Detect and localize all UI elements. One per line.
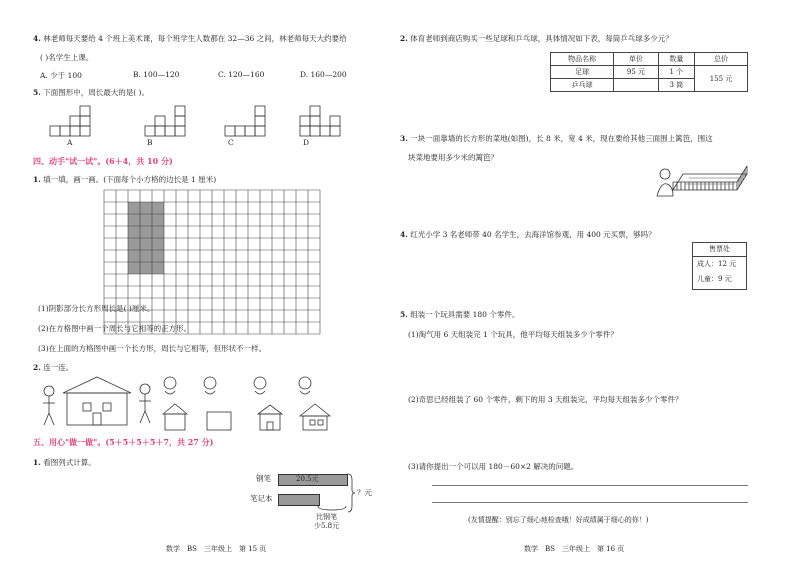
shape-label-d: D (303, 138, 310, 147)
left-q2-number: 2. (33, 363, 41, 372)
table-cell: 95 元 (614, 66, 658, 79)
right-q5-number: 5. (400, 310, 408, 319)
left-q1b-text: 看图列式计算。 (43, 458, 96, 467)
right-q3-line1 (400, 133, 713, 144)
section-4-title: 四、动手"试一试"。(6＋4，共 10 分) (33, 156, 173, 166)
left-q4-option-b: B. 100—120 (133, 70, 180, 79)
diff-note1: 比钢笔 (316, 513, 337, 521)
right-q3-text1: 一块一面靠墙的长方形的菜地(如图)，长 8 米，宽 4 米，现在要给其他三面围上篱笆，围这 (410, 134, 713, 143)
grid-sub3: (3)在上面的方格图中画一个长方形，周长与它相等，但形状不一样。 (38, 344, 267, 353)
left-q2-text: 连一连。 (43, 363, 74, 372)
right-q2-text: 体育老师到商店购买一些足球和乒乓球，具体情况如下表，每筒乒乓球多少元？ (410, 34, 673, 43)
ticket-child: 儿童：9 元 (697, 275, 732, 283)
perimeter-shapes (50, 108, 370, 146)
table-cell: 1 个 (658, 66, 694, 79)
table-header: 物品名称 (551, 53, 614, 66)
left-q4-option-c: C. 120—160 (218, 70, 265, 79)
left-q1-number: 1. (33, 175, 41, 184)
reminder-text: (友情提醒：别忘了细心地检查哦！好成绩属于细心的你！) (468, 516, 649, 524)
shape-label-b: B (147, 138, 153, 147)
right-q5-sub2: (2)奇思已经组装了 60 个零件，剩下的用 3 天组装完，平均每天组装多少个零件？ (408, 395, 683, 404)
right-q5-sub1: (1)淘气用 6 天组装完 1 个玩具，他平均每天组装多少个零件？ (408, 330, 618, 339)
diff-note2: 少5.8元 (314, 522, 340, 530)
left-q4-option-d: D. 160—200 (300, 70, 347, 79)
grid-sub1: (1)阴影部分长方形周长是( )厘米。 (38, 304, 155, 313)
left-q1b-line (33, 457, 96, 468)
grid-sub2: (2)在方格图中画一个周长与它相等的正方形。 (38, 324, 192, 333)
right-q4-line (400, 229, 656, 240)
left-q4-text2: ( )名学生上课。 (40, 53, 94, 62)
left-q5-text: 下面图形中，周长最大的是( )。 (43, 88, 149, 97)
answer-line[interactable] (432, 485, 748, 486)
left-q2-line (33, 362, 73, 373)
table-header: 总价 (695, 53, 748, 66)
shape-label-a: A (67, 138, 73, 147)
right-q2-number: 2. (400, 34, 408, 43)
right-q5-text: 组装一个玩具需要 180 个零件。 (410, 310, 520, 319)
table-cell: 乒乓球 (551, 79, 614, 92)
left-q4-option-a: A. 少于 100 (40, 71, 82, 80)
table-cell: 3 筒 (658, 79, 694, 92)
right-q4-number: 4. (400, 230, 408, 239)
total-label: ？元 (357, 488, 372, 497)
fence-illustration (655, 160, 750, 205)
house-views (160, 402, 350, 434)
left-q5-number: 5. (33, 88, 41, 97)
left-q1-line (33, 174, 216, 185)
right-q4-text: 红光小学 3 名老师带 40 名学生，去海洋馆参观，用 400 元买票，够吗？ (410, 230, 656, 239)
pen-label: 钢笔 (256, 474, 271, 483)
left-q1-text: 填一填，画一画。(下面每个小方格的边长是 1 厘米) (43, 175, 217, 184)
ticket-adult: 成人：12 元 (697, 260, 737, 268)
answer-line[interactable] (432, 502, 748, 503)
ticket-title: 售票处 (693, 243, 746, 257)
table-cell (614, 79, 658, 92)
right-q3-number: 3. (400, 134, 408, 143)
pen-value: 20.5元 (296, 475, 319, 483)
table-header: 数量 (658, 53, 694, 66)
section-5-title: 五、用心"做一做"。(5＋5＋5＋5＋7，共 27 分) (33, 437, 214, 447)
left-q1b-number: 1. (33, 458, 41, 467)
right-footer: 数学 BS 三年级上 第 16 页 (524, 545, 625, 553)
left-q4-text1: 林老师每天要给 4 个班上美术课，每个班学生人数都在 32—36 之间，林老师每天大约要给 (43, 34, 347, 43)
table-header: 单价 (614, 53, 658, 66)
right-q3-text2: 块菜地要用多少米的篱笆？ (408, 153, 498, 162)
left-q4-line1 (33, 33, 347, 44)
left-footer: 数学 BS 三年级上 第 15 页 (166, 545, 267, 553)
table-cell: 足球 (551, 66, 614, 79)
right-q5-line (400, 309, 519, 320)
table-total: 155 元 (695, 66, 748, 92)
notebook-label: 笔记本 (250, 494, 273, 503)
notebook-bar (278, 494, 320, 506)
shape-label-c: C (228, 138, 234, 147)
purchase-table (550, 52, 748, 92)
left-q5-line (33, 87, 149, 98)
right-q2-line (400, 33, 673, 44)
ticket-board (692, 242, 747, 290)
right-q5-sub3: (3)请你提出一个可以用 180－60×2 解决的问题。 (408, 462, 579, 471)
left-q4-number: 4. (33, 34, 41, 43)
